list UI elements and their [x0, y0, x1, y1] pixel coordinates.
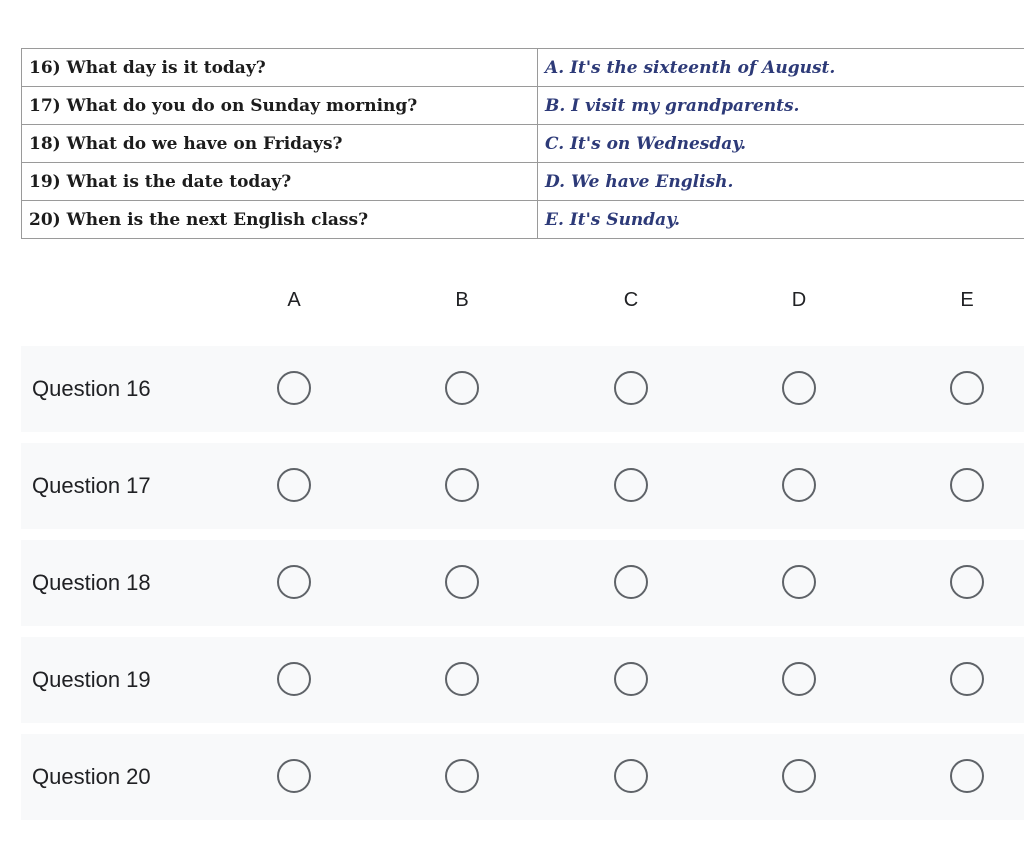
- grid-row-question-20: [21, 734, 1024, 820]
- radio-q18-d[interactable]: [782, 565, 816, 599]
- row-label: Question 18: [32, 570, 151, 595]
- row-label: Question 17: [32, 473, 151, 498]
- radio-q19-e[interactable]: [950, 662, 984, 696]
- answer-cell: A. It's the sixteenth of August.: [538, 49, 1024, 87]
- answer-cell: C. It's on Wednesday.: [538, 125, 1024, 163]
- radio-q17-b[interactable]: [445, 468, 479, 502]
- question-cell: 17) What do you do on Sunday morning?: [22, 87, 538, 125]
- radio-q20-c[interactable]: [614, 759, 648, 793]
- radio-q16-e[interactable]: [950, 371, 984, 405]
- radio-q18-a[interactable]: [277, 565, 311, 599]
- radio-q19-b[interactable]: [445, 662, 479, 696]
- column-header-a: A: [287, 289, 301, 311]
- matching-table: [21, 48, 1024, 239]
- question-cell: 19) What is the date today?: [22, 163, 538, 201]
- radio-q17-a[interactable]: [277, 468, 311, 502]
- radio-q19-d[interactable]: [782, 662, 816, 696]
- column-header-c: C: [623, 289, 639, 311]
- radio-q20-e[interactable]: [950, 759, 984, 793]
- radio-q19-c[interactable]: [614, 662, 648, 696]
- radio-q18-e[interactable]: [950, 565, 984, 599]
- table-row: [22, 49, 1024, 87]
- radio-q17-c[interactable]: [614, 468, 648, 502]
- radio-q20-b[interactable]: [445, 759, 479, 793]
- radio-q17-d[interactable]: [782, 468, 816, 502]
- radio-q20-a[interactable]: [277, 759, 311, 793]
- radio-q19-a[interactable]: [277, 662, 311, 696]
- question-cell: 16) What day is it today?: [22, 49, 538, 87]
- grid-row-question-16: [21, 346, 1024, 432]
- grid-row-question-18: [21, 540, 1024, 626]
- radio-q16-b[interactable]: [445, 371, 479, 405]
- grid-column-headers: [21, 278, 1024, 322]
- answer-cell: B. I visit my grandparents.: [538, 87, 1024, 125]
- radio-q20-d[interactable]: [782, 759, 816, 793]
- grid-row-question-19: [21, 637, 1024, 723]
- column-header-b: B: [455, 289, 469, 311]
- radio-q16-a[interactable]: [277, 371, 311, 405]
- question-cell: 20) When is the next English class?: [22, 201, 538, 239]
- row-label: Question 16: [32, 376, 151, 401]
- radio-q17-e[interactable]: [950, 468, 984, 502]
- table-row: [22, 87, 1024, 125]
- radio-q16-c[interactable]: [614, 371, 648, 405]
- question-cell: 18) What do we have on Fridays?: [22, 125, 538, 163]
- answer-cell: E. It's Sunday.: [538, 201, 1024, 239]
- grid-row-question-17: [21, 443, 1024, 529]
- table-row: [22, 201, 1024, 239]
- row-label: Question 20: [32, 764, 151, 789]
- column-header-e: E: [960, 289, 974, 311]
- radio-q18-b[interactable]: [445, 565, 479, 599]
- answer-cell: D. We have English.: [538, 163, 1024, 201]
- radio-q18-c[interactable]: [614, 565, 648, 599]
- radio-q16-d[interactable]: [782, 371, 816, 405]
- column-header-d: D: [791, 289, 807, 311]
- table-row: [22, 125, 1024, 163]
- row-label: Question 19: [32, 667, 151, 692]
- table-row: [22, 163, 1024, 201]
